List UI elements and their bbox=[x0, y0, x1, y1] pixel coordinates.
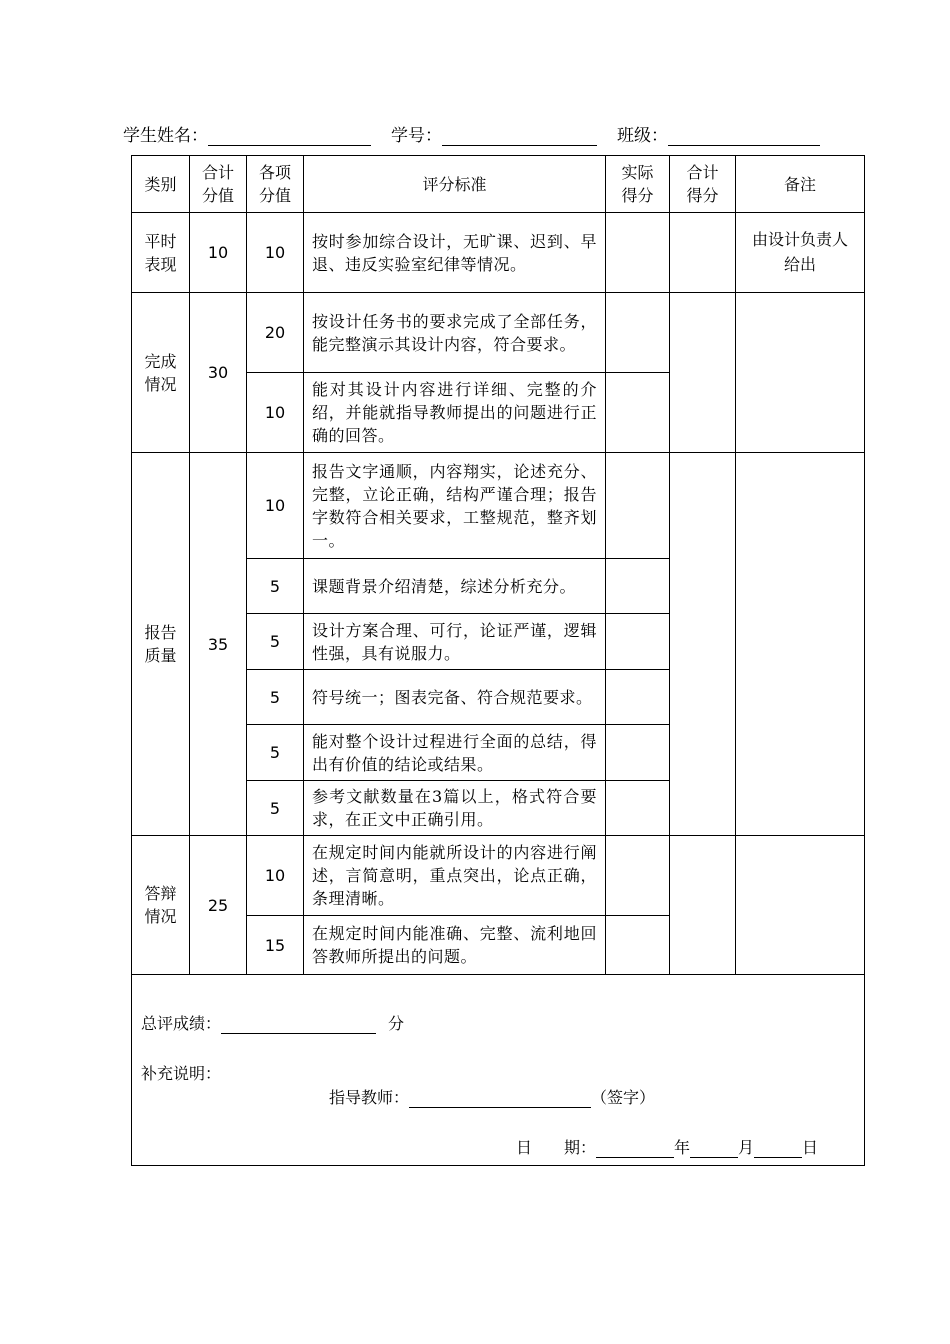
item-value-cell: 5 bbox=[247, 670, 304, 725]
teacher-signature-field[interactable] bbox=[409, 1087, 591, 1108]
table-header-row bbox=[132, 156, 865, 213]
criteria-cell: 按设计任务书的要求完成了全部任务，能完整演示其设计内容，符合要求。 bbox=[304, 293, 606, 373]
actual-score-cell[interactable] bbox=[606, 725, 670, 781]
day-field[interactable] bbox=[754, 1137, 802, 1158]
actual-score-cell[interactable] bbox=[606, 213, 670, 293]
teacher-line bbox=[329, 1085, 655, 1108]
actual-score-cell[interactable] bbox=[606, 916, 670, 975]
item-value-cell: 10 bbox=[247, 213, 304, 293]
header-criteria: 评分标准 bbox=[304, 156, 606, 213]
item-value-cell: 5 bbox=[247, 781, 304, 836]
remark-cell bbox=[736, 453, 865, 836]
supplement-line bbox=[141, 1061, 221, 1084]
total-value-cell: 35 bbox=[190, 453, 247, 836]
total-grade-field[interactable] bbox=[221, 1013, 376, 1034]
header-remarks: 备注 bbox=[736, 156, 865, 213]
total-grade-label: 总评成绩： bbox=[141, 1014, 222, 1033]
day-label: 日 bbox=[802, 1138, 819, 1157]
actual-score-cell[interactable] bbox=[606, 670, 670, 725]
table-row bbox=[132, 453, 865, 559]
total-score-cell[interactable] bbox=[670, 836, 736, 975]
criteria-cell: 按时参加综合设计，无旷课、迟到、早退、违反实验室纪律等情况。 bbox=[304, 213, 606, 293]
year-label: 年 bbox=[674, 1138, 691, 1157]
student-id-label: 学号： bbox=[391, 126, 442, 146]
criteria-cell: 能对其设计内容进行详细、完整的介绍，并能就指导教师提出的问题进行正确的回答。 bbox=[304, 373, 606, 453]
teacher-label: 指导教师： bbox=[329, 1088, 410, 1107]
total-value-cell: 30 bbox=[190, 293, 247, 453]
header-item-value: 各项分值 bbox=[247, 156, 304, 213]
table-row bbox=[132, 293, 865, 373]
supplement-label: 补充说明： bbox=[141, 1064, 222, 1083]
student-name-label: 学生姓名： bbox=[123, 126, 208, 146]
actual-score-cell[interactable] bbox=[606, 293, 670, 373]
actual-score-cell[interactable] bbox=[606, 373, 670, 453]
date-label: 日 期： bbox=[516, 1138, 597, 1157]
class-field[interactable] bbox=[668, 125, 820, 146]
item-value-cell: 5 bbox=[247, 614, 304, 670]
header-total-value: 合计分值 bbox=[190, 156, 247, 213]
remark-cell bbox=[736, 293, 865, 453]
table-row bbox=[132, 213, 865, 293]
sign-label: （签字） bbox=[591, 1088, 656, 1107]
student-info-line bbox=[123, 120, 853, 146]
item-value-cell: 20 bbox=[247, 293, 304, 373]
header-category: 类别 bbox=[132, 156, 190, 213]
remark-cell bbox=[736, 836, 865, 975]
total-score-cell[interactable] bbox=[670, 213, 736, 293]
total-grade-line bbox=[141, 1011, 404, 1034]
table-row bbox=[132, 836, 865, 916]
total-grade-unit: 分 bbox=[388, 1014, 405, 1033]
criteria-cell: 报告文字通顺，内容翔实，论述充分、完整，立论正确，结构严谨合理；报告字数符合相关要求，工整规范，整齐划一。 bbox=[304, 453, 606, 559]
total-score-cell[interactable] bbox=[670, 293, 736, 453]
student-name-field[interactable] bbox=[208, 125, 371, 146]
criteria-cell: 能对整个设计过程进行全面的总结，得出有价值的结论或结果。 bbox=[304, 725, 606, 781]
actual-score-cell[interactable] bbox=[606, 559, 670, 614]
month-label: 月 bbox=[738, 1138, 755, 1157]
grading-table bbox=[131, 155, 865, 1166]
criteria-cell: 参考文献数量在3篇以上，格式符合要求，在正文中正确引用。 bbox=[304, 781, 606, 836]
actual-score-cell[interactable] bbox=[606, 453, 670, 559]
category-cell: 平时表现 bbox=[132, 213, 190, 293]
item-value-cell: 10 bbox=[247, 836, 304, 916]
criteria-cell: 在规定时间内能就所设计的内容进行阐述，言简意明，重点突出，论点正确，条理清晰。 bbox=[304, 836, 606, 916]
remark-cell: 由设计负责人给出 bbox=[736, 213, 865, 293]
year-field[interactable] bbox=[596, 1137, 674, 1158]
class-label: 班级： bbox=[617, 126, 668, 146]
total-score-cell[interactable] bbox=[670, 453, 736, 836]
criteria-cell: 在规定时间内能准确、完整、流利地回答教师所提出的问题。 bbox=[304, 916, 606, 975]
actual-score-cell[interactable] bbox=[606, 614, 670, 670]
criteria-cell: 设计方案合理、可行，论证严谨，逻辑性强，具有说服力。 bbox=[304, 614, 606, 670]
criteria-cell: 符号统一；图表完备、符合规范要求。 bbox=[304, 670, 606, 725]
item-value-cell: 5 bbox=[247, 725, 304, 781]
category-cell: 完成情况 bbox=[132, 293, 190, 453]
footer-row bbox=[132, 975, 865, 1166]
category-cell: 答辩情况 bbox=[132, 836, 190, 975]
header-actual-score: 实际得分 bbox=[606, 156, 670, 213]
total-value-cell: 25 bbox=[190, 836, 247, 975]
item-value-cell: 10 bbox=[247, 453, 304, 559]
student-id-field[interactable] bbox=[442, 125, 597, 146]
date-line bbox=[516, 1135, 818, 1158]
item-value-cell: 10 bbox=[247, 373, 304, 453]
footer-cell bbox=[132, 975, 865, 1166]
total-value-cell: 10 bbox=[190, 213, 247, 293]
actual-score-cell[interactable] bbox=[606, 836, 670, 916]
category-cell: 报告质量 bbox=[132, 453, 190, 836]
header-total-score: 合计得分 bbox=[670, 156, 736, 213]
item-value-cell: 5 bbox=[247, 559, 304, 614]
month-field[interactable] bbox=[690, 1137, 738, 1158]
actual-score-cell[interactable] bbox=[606, 781, 670, 836]
criteria-cell: 课题背景介绍清楚，综述分析充分。 bbox=[304, 559, 606, 614]
item-value-cell: 15 bbox=[247, 916, 304, 975]
